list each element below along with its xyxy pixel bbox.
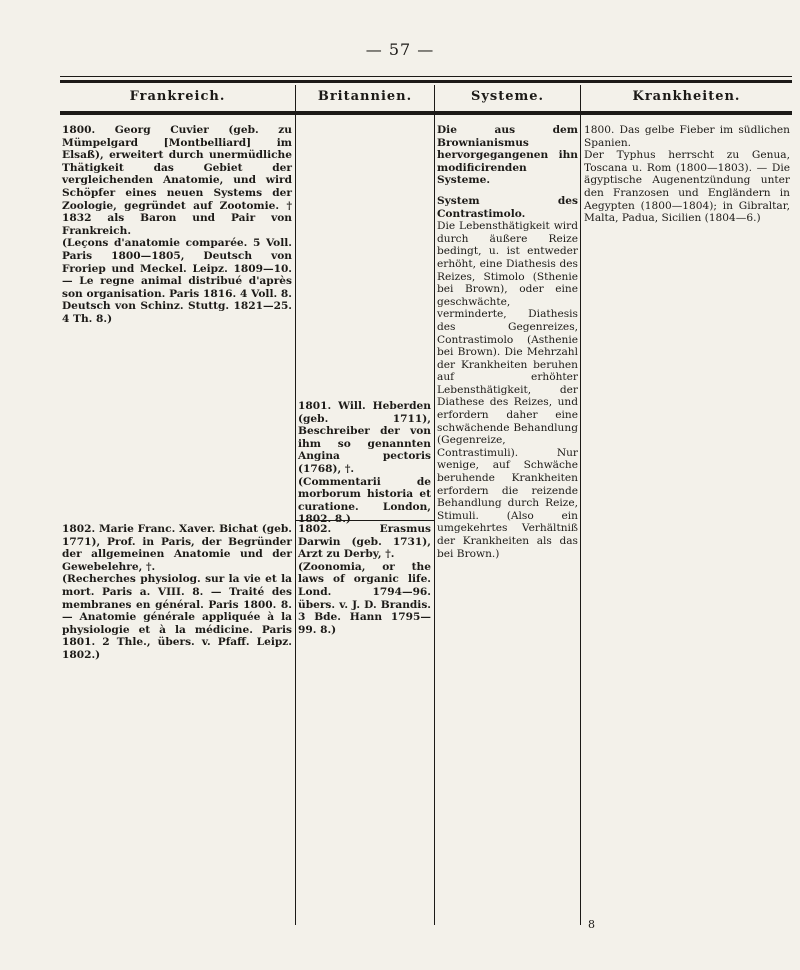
column-france-lower [62, 523, 292, 662]
column-diseases [584, 124, 790, 225]
header-top-rule-thick [60, 80, 792, 83]
header-col-diseases: Krankheiten. [632, 89, 741, 104]
column-britain-lower [298, 523, 431, 636]
column-divider-2 [434, 85, 435, 925]
header-col-britain: Britannien. [317, 89, 413, 104]
page-number: — 57 — [365, 40, 435, 59]
britain-entry-divider [296, 520, 434, 521]
britain-entry-darwin-work: (Zoonomia, or the laws of organic life. Lond. 1794—96. übers. v. J. D. Brandis. 3 Bde. Hann 1795—99. 8.) [298, 560, 431, 636]
britain-entry-heberden-work: (Commentarii de morborum historia et curatione. London, [298, 475, 431, 513]
column-divider-3 [580, 85, 581, 925]
column-divider-1 [295, 85, 296, 925]
header-col-systems: Systeme. [470, 89, 545, 104]
france-entry-cuvier: 1800. Georg Cuvier (geb. zu Mümpelgard [Montbelliard] im Elsaß), erweitert durch unermüdliche Thätigkeit das Gebiet der vergleichenden Anatomie, und wird Schöpfer eines neuen Systems der Zoologie, gegründet auf Zootomie. † 1832 als Baron und Pair von Frankreich. [62, 124, 292, 237]
britain-entry-heberden: 1801. Will. Heberden (geb. 1711), Beschreiber der von ihm so genannten Angina pectoris (1768), †. [298, 400, 431, 475]
diseases-entry-typhus: Der Typhus herrscht zu Genua, Toscana u. Rom (1800—1803). — Die ägyptische Augenentzündung unter den Franzosen und Engländern in Aegypten (1800—1804); in Gibraltar, Malta, Padua, Sicilien (1804—6.) [584, 149, 790, 225]
column-britain [298, 400, 431, 526]
column-systems [437, 124, 578, 560]
header-top-rule-thin [60, 76, 792, 77]
britain-entry-darwin: 1802. Erasmus Darwin (geb. 1731), Arzt zu Derby, †. [298, 523, 431, 561]
france-entry-bichat: 1802. Marie Franc. Xaver. Bichat (geb. 1771), Prof. in Paris, der Begründer der allgemeinen Anatomie und der Gewebelehre, †. [62, 523, 292, 573]
diseases-entry-yellow-fever: 1800. Das gelbe Fieber im südlichen Spanien. [584, 124, 790, 149]
systems-heading: System des Contrastimolo. [437, 194, 578, 220]
systems-intro: Die aus dem Brownianismus hervorgegangenen ihn modificirenden Systeme. [437, 124, 578, 187]
france-entry-bichat-work: (Recherches physiolog. sur la vie et la mort. Paris a. VIII. 8. — Traité des membranes en général. Paris 1800. 8. — Anatomie générale appliquée à la physiologie et à la médicine. Paris 1801. 2 Thle., übers. v. Pfaff. Leipz. 1802.) [62, 573, 292, 661]
header-col-france: Frankreich. [129, 89, 226, 104]
systems-body: Die Lebensthätigkeit wird durch äußere Reize bedingt, u. ist entweder erhöht, eine Diathesis des Reizes, Stimolo (Sthenie bei Brown), oder eine geschwächte, verminderte, Diathesis des Gegenreizes, Contrastimolo (Asthenie bei Brown). Die Mehrzahl der Krankheiten beruhen auf erhöhter Lebensthätigkeit, der Diathese des Reizes, und erfordern daher eine schwächende Behandlung (Gegenreize, Contrastimuli). Nur wenige, auf Schwäche beruhende Krankheiten erfordern die reizende Behandlung durch Reize, Stimuli. (Also ein umgekehrtes Verhältniß der Krankheiten als das bei Brown.) [437, 220, 578, 560]
signature-mark: 8 [588, 918, 595, 931]
france-entry-cuvier-work: (Leçons d'anatomie comparée. 5 Voll. Paris 1800—1805, Deutsch von Froriep und Meckel. Leipz. 1809—10. — Le regne animal distribué d'après son organisation. Paris 1816. 4 Voll. 8. Deutsch von Schinz. Stuttg. 1821—25. 4 Th. 8.) [62, 237, 292, 325]
column-france [62, 124, 292, 326]
header-bottom-rule [60, 111, 792, 115]
